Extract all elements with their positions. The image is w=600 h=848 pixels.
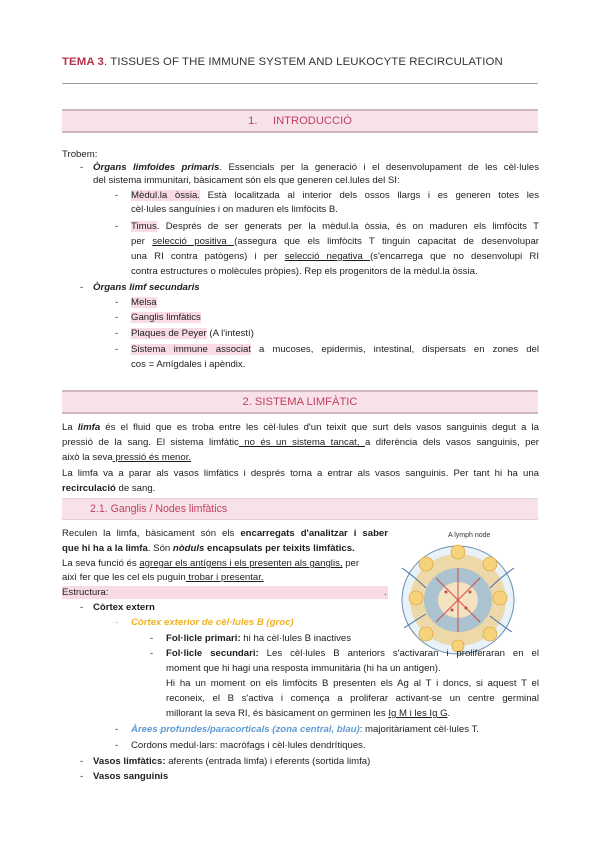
secundaris-title: Òrgans limf secundaris — [93, 282, 200, 293]
dash-bullet: - — [115, 617, 119, 628]
section-heading-sistema-limfatic: 2. SISTEMA LIMFÀTIC — [62, 390, 538, 414]
lymph-node-figure — [396, 528, 520, 660]
page-title — [62, 56, 503, 70]
dash-bullet: - — [150, 633, 154, 644]
ganglis-line-1: Reculen la limfa, bàsicament són els encarregats d'analitzar i saber — [62, 528, 388, 539]
primaris-line-1: Òrgans limfoides primaris. Essencials per la generació i el desenvolupament de les cèl·lules — [93, 162, 539, 173]
recirculacio-line-2: recirculació de sang. — [62, 483, 156, 494]
dash-bullet: - — [115, 312, 119, 323]
dash-bullet: - — [80, 771, 84, 782]
timus-line-2: per selecció positiva (assegura que els limfòcits T tinguin capacitat de desenvolupar — [131, 236, 539, 247]
cortex-exterior-groc: Còrtex exterior de cèl·lules B (groc) — [131, 617, 294, 628]
list-item-sistema: Sistema immune associat a mucoses, epidermis, intestinal, dispersats en zones del — [131, 344, 539, 355]
ganglis-line-4: aixì fer que les cel els puguin trobar i presentar. — [62, 572, 264, 583]
dash-bullet: - — [80, 162, 84, 173]
folicle-secundari-line-3: Hi ha un moment on els limfòcits B presenten els Ag al T i doncs, si aquest T el — [166, 678, 539, 689]
limfa-line-2: pressió de la sang. El sistema limfàtic no és un sistema tancat, a diferència dels vasos sanguinis, per — [62, 437, 539, 448]
limfa-line-3: això la seva pressió és menor. — [62, 452, 192, 463]
trobem-text: Trobem: — [62, 149, 98, 160]
dash-bullet: - — [80, 602, 84, 613]
figure-title: A lymph node — [448, 532, 491, 539]
page-title-text: . TISSUES OF THE IMMUNE SYSTEM AND LEUKOCYTE RECIRCULATION — [103, 56, 503, 68]
medulla-line-2: cèl·lules sanguínies i on maduren els limfòcits B. — [131, 204, 338, 215]
list-item-ganglis: Ganglis limfàtics — [131, 312, 201, 323]
sistema-line-2: cos = Amígdales i apèndix. — [131, 359, 246, 370]
dash-bullet: - — [115, 740, 119, 751]
dash-bullet: - — [115, 328, 119, 339]
subsection-heading-ganglis: 2.1. Ganglis / Nodes limfàtics — [62, 498, 538, 520]
lymph-node-diagram — [396, 528, 520, 660]
title-divider — [62, 83, 538, 84]
dash-bullet: - — [115, 221, 119, 232]
ganglis-line-3: La seva funció és agregar els antígens i els presenten als ganglis, per — [62, 558, 360, 569]
recirculacio-line-1: La limfa va a parar als vasos limfàtics i després torna a entrar als vasos sanguinis. Per tant hi ha una — [62, 468, 539, 479]
ganglis-line-2: que hi ha a la limfa. Són nòduls encapsulats per teixits limfàtics. — [62, 543, 355, 554]
dash-bullet: - — [80, 282, 84, 293]
dash-bullet: - — [80, 756, 84, 767]
cortex-extern: Còrtex extern — [93, 602, 155, 613]
dash-bullet: - — [115, 344, 119, 355]
cordons-medullars: Cordons medul·lars: macròfags i cèl·lules dendrítiques. — [131, 740, 366, 751]
folicle-secundari-line-5: millorant la seva RI, és bàsicament on germinen les Ig M i les Ig G. — [166, 708, 451, 719]
list-item-peyer: Plaques de Peyer (A l'intestí) — [131, 328, 254, 339]
list-item-melsa: Melsa — [131, 297, 157, 308]
folicle-secundari-line-2: moment que hi hagi una resposta immunitària (hi ha un antigen). — [166, 663, 441, 674]
timus-line-4: contra estructures o molècules pròpies). Rep els progenitors de la mèdul.la òssia. — [131, 266, 478, 277]
dash-bullet: - — [115, 724, 119, 735]
vasos-sanguinis: Vasos sanguinis — [93, 771, 169, 782]
primaris-line-2: del sistema immunitari, bàsicament són els que generen cel.lules del SI: — [93, 175, 400, 186]
dash-bullet: - — [115, 297, 119, 308]
folicle-primari: Fol·licle primari: hi ha cèl·lules B inactives — [166, 633, 352, 644]
section-heading-introduccio: 1. INTRODUCCIÓ — [62, 109, 538, 133]
estructura-label: Estructura: — [62, 586, 388, 599]
dash-bullet: - — [115, 190, 119, 201]
tema-label: TEMA 3 — [62, 56, 104, 68]
limfa-line-1: La limfa és el fluid que es troba entre les cèl·lules d'un teixit que surt dels vasos sanguinis degut a la — [62, 422, 539, 433]
arees-profundes: Àrees profundes/paracorticals (zona central, blau): majoritàriament cèl·lules T. — [131, 724, 479, 735]
medulla-line-1: Mèdul.la òssia. Està localitzada al interior dels ossos llargs i es generen totes les — [131, 190, 539, 201]
dash-bullet: - — [150, 648, 154, 659]
estructura-dot: . — [384, 587, 387, 598]
timus-line-1: Timus. Després de ser generats per la mèdul.la òssia, és on maduren els limfòcits T — [131, 221, 539, 232]
folicle-secundari-line-4: reconeix, el B s'activa i comença a proliferar activant-se un centre germinal — [166, 693, 539, 704]
folicle-secundari-line-1: Fol·licle secundari: Les cèl·lules B anteriors s'activaran i proliferaran en el — [166, 648, 539, 659]
vasos-limfatics: Vasos limfàtics: aferents (entrada limfa) i eferents (sortida limfa) — [93, 756, 371, 767]
timus-line-3: una RI contra patògens) i per selecció negativa (s'encarrega que no desenvolupi RI — [131, 251, 539, 262]
